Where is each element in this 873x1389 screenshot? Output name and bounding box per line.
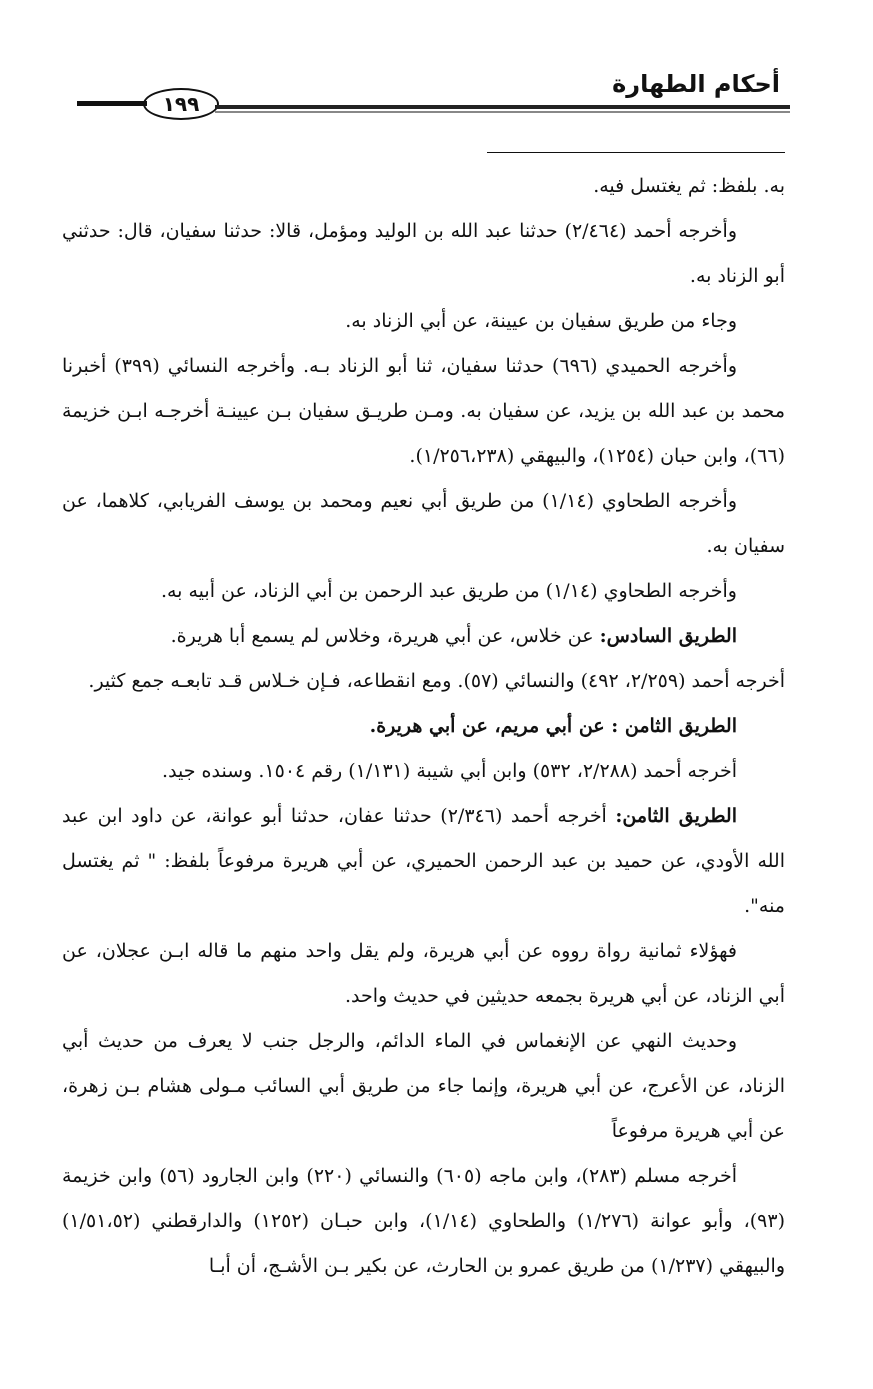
header-rule-left: [77, 101, 147, 106]
paragraph: [62, 164, 785, 209]
paragraph-text: وحديث النهي عن الإنغماس في الماء الدائم، والرجل جنب لا يعرف من حديث أبي الزناد، عن الأعرج، عن أبي هريرة، وإنما جاء من طريق أبي السائب مـولى هشام بـن زهرة، عن أبي هريرة مرفوعاً: [62, 1030, 785, 1142]
paragraph: [62, 299, 785, 344]
paragraph: [62, 794, 785, 929]
paragraph-text: أخرجه أحمد (٢/٢٨٨، ٥٣٢) وابن أبي شيبة (١/١٣١) رقم ١٥٠٤. وسنده جيد.: [162, 760, 737, 782]
paragraph: [62, 569, 785, 614]
paragraph: [62, 1019, 785, 1154]
paragraph-text: وأخرجه الطحاوي (١/١٤) من طريق أبي نعيم ومحمد بن يوسف الفريابي، كلاهما، عن سفيان به.: [62, 490, 785, 557]
paragraph-text: أخرجه مسلم (٢٨٣)، وابن ماجه (٦٠٥) والنسائي (٢٢٠) وابن الجارود (٥٦) وابن خزيمة (٩٣)، وأبو عوانة (١/٢٧٦) والطحاوي (١/١٤)، وابن حبـان (١٢٥٢) والدارقطني (١/٥١،٥٢) والبيهقي (١/٢٣٧) من طريق عمرو بن الحارث، عن بكير بـن الأشـج، أن أبـا: [62, 1165, 785, 1277]
page-number: ١٩٩: [143, 88, 219, 120]
footnote-separator: [487, 152, 785, 153]
paragraph-text: أخرجه أحمد (٢/٢٥٩، ٤٩٢) والنسائي (٥٧). ومع انقطاعه، فـإن خـلاس قـد تابعـه جمع كثير.: [88, 670, 785, 692]
paragraph-text: وجاء من طريق سفيان بن عيينة، عن أبي الزناد به.: [345, 310, 737, 332]
paragraph: [62, 749, 785, 794]
paragraph-text: وأخرجه الطحاوي (١/١٤) من طريق عبد الرحمن بن أبي الزناد، عن أبيه به.: [160, 580, 737, 602]
paragraph: [62, 614, 785, 659]
paragraph-text: وأخرجه أحمد (٢/٤٦٤) حدثنا عبد الله بن الوليد ومؤمل، قالا: حدثنا سفيان، قال: حدثني أبو الزناد به.: [62, 220, 785, 287]
paragraph-text: فهؤلاء ثمانية رواة رووه عن أبي هريرة، ولم يقل واحد منهم ما قاله ابـن عجلان، عن أبي الزناد، عن أبي هريرة بجمعه حديثين في حديث واحد.: [62, 940, 785, 1007]
paragraph: [62, 344, 785, 479]
paragraph-text: به. بلفظ: ثم يغتسل فيه.: [593, 175, 785, 197]
paragraph-text: وأخرجه الحميدي (٦٩٦) حدثنا سفيان، ثنا أبو الزناد بـه. وأخرجه النسائي (٣٩٩) أخبرنا محمد بن عبد الله بن يزيد، عن سفيان به. ومـن طريـق سفيان بـن عيينـة أخرجـه ابـن خزيمة (٦٦)، وابن حبان (١٢٥٤)، والبيهقي (١/٢٥٦،٢٣٨).: [62, 355, 785, 467]
body-text: [62, 164, 785, 1289]
paragraph-lead: الطريق الثامن:: [615, 805, 737, 827]
paragraph: [62, 929, 785, 1019]
paragraph: [62, 479, 785, 569]
paragraph: [62, 1154, 785, 1289]
paragraph-text: أخرجه أحمد (٢/٣٤٦) حدثنا عفان، حدثنا أبو عوانة، عن داود ابن عبد الله الأودي، عن حميد بن عبد الرحمن الحميري، عن أبي هريرة مرفوعاً بلفظ: " ثم يغتسل منه".: [62, 805, 785, 917]
paragraph-text: الطريق الثامن : عن أبي مريم، عن أبي هريرة.: [369, 715, 737, 737]
running-header-title: أحكام الطهارة: [612, 70, 780, 98]
paragraph: [62, 704, 785, 749]
paragraph-text: عن خلاس، عن أبي هريرة، وخلاس لم يسمع أبا هريرة.: [170, 625, 600, 647]
paragraph: [62, 659, 785, 704]
paragraph-lead: الطريق السادس:: [599, 625, 737, 647]
header-rule-right: [215, 105, 790, 109]
paragraph: [62, 209, 785, 299]
